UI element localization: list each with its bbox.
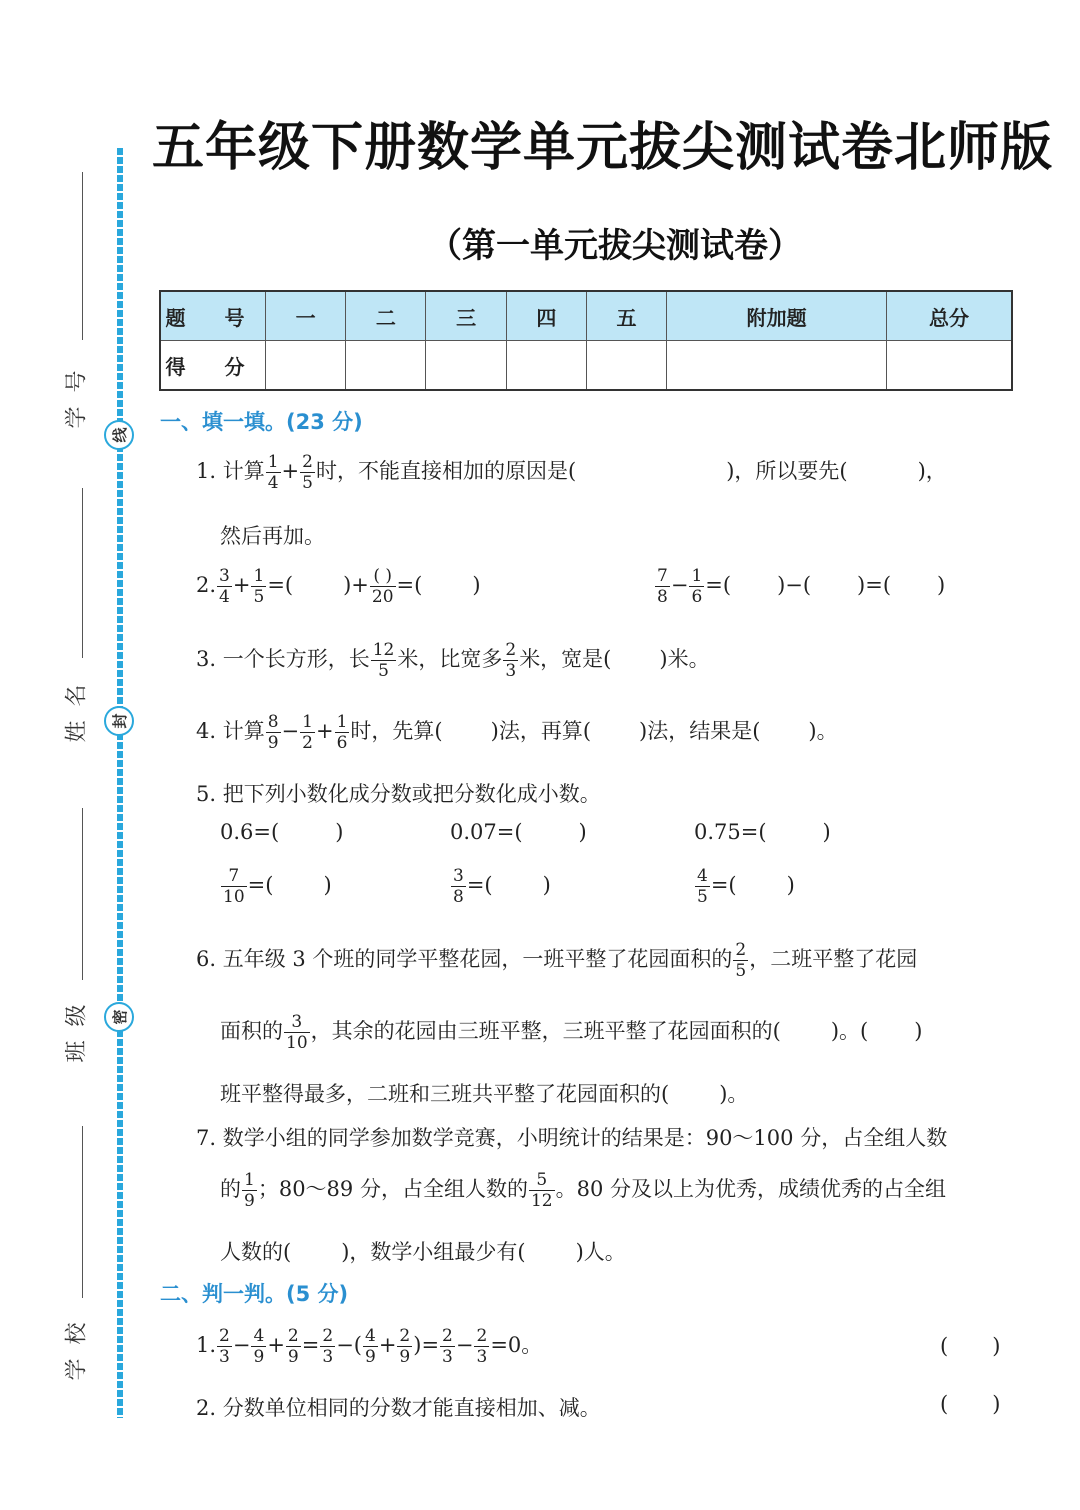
q-text: 0.6=( (220, 820, 280, 844)
header-cell: 总分 (887, 291, 1013, 341)
q-text: ) (992, 1392, 1001, 1416)
numerator: 7 (657, 566, 668, 586)
denominator: 3 (505, 661, 517, 681)
q-text: )= (413, 1333, 440, 1357)
numerator: 2 (505, 640, 517, 660)
denominator: 5 (302, 473, 313, 493)
fraction (474, 1326, 489, 1367)
q-text: ) (786, 873, 795, 897)
q-text: =( (705, 573, 732, 597)
numerator: 4 (697, 866, 708, 886)
question-1-3 (196, 640, 710, 681)
fraction (221, 866, 247, 907)
question-1-2a (196, 566, 481, 607)
q-text: =( (267, 573, 294, 597)
fraction (266, 452, 281, 493)
q-text: 面积的 (220, 1019, 283, 1043)
numerator: 2 (476, 1326, 488, 1346)
denominator: 5 (253, 587, 265, 607)
score-cell[interactable] (426, 341, 506, 391)
q-text: )−( (777, 573, 812, 597)
q-text: )法，结果是( (639, 719, 761, 743)
q-text: 1. (196, 1333, 217, 1357)
q-text: )。 (719, 1082, 749, 1106)
page-title: 五年级下册数学单元拔尖测试卷北师版 (152, 118, 1054, 178)
fraction (363, 1326, 378, 1367)
q5-item-4 (220, 866, 332, 907)
q-text: ) (822, 820, 831, 844)
fraction (371, 640, 397, 681)
numerator: 3 (453, 866, 464, 886)
fraction (397, 1326, 412, 1367)
denominator: 3 (322, 1347, 334, 1367)
denominator: 3 (219, 1347, 230, 1367)
header-cell: 一 (266, 291, 346, 341)
fraction (689, 566, 704, 607)
denominator: 2 (302, 733, 313, 753)
question-1-5: 5. 把下列小数化成分数或把分数化成小数。 (196, 782, 601, 806)
numerator: 2 (399, 1326, 411, 1346)
q-text: − (455, 1333, 474, 1357)
fraction (335, 712, 350, 753)
denominator: 10 (286, 1033, 308, 1053)
denominator: 20 (371, 587, 394, 607)
question-1-2b (654, 566, 945, 607)
question-1-6-line3 (220, 1078, 748, 1108)
fraction (251, 566, 266, 607)
header-cell: 附加题 (667, 291, 887, 341)
q5-item-6 (694, 866, 795, 907)
fraction (217, 566, 232, 607)
score-cell[interactable] (667, 341, 887, 391)
numerator: 1 (691, 566, 703, 586)
binding-mark-feng: 封 (104, 706, 134, 736)
q-text: )，所以要先( (726, 459, 848, 483)
q-text: ) (542, 873, 551, 897)
q-text: − (670, 573, 689, 597)
fraction (284, 1012, 310, 1053)
numerator: 7 (221, 866, 247, 887)
numerator: 5 (529, 1170, 555, 1191)
q-text: 1. 计算 (196, 459, 265, 483)
fraction (242, 1170, 257, 1211)
score-cell[interactable] (346, 341, 426, 391)
fraction (733, 940, 748, 981)
denominator: 3 (476, 1347, 488, 1367)
q-text: − (232, 1333, 251, 1357)
fraction (503, 640, 518, 681)
q-text: )。( (830, 1019, 869, 1043)
denominator: 9 (364, 1347, 376, 1367)
q5-item-2 (450, 820, 587, 844)
q-text: 0.07=( (450, 820, 523, 844)
numerator: 2 (287, 1326, 299, 1346)
student-id-label: 学号 (64, 356, 90, 429)
fraction (300, 452, 315, 493)
numerator: 4 (253, 1326, 265, 1346)
header-cell: 四 (506, 291, 586, 341)
numerator: 2 (442, 1326, 453, 1346)
q-text: 时，不能直接相加的原因是( (315, 459, 577, 483)
denominator: 4 (219, 587, 230, 607)
denominator: 9 (244, 1191, 255, 1211)
fraction (451, 866, 466, 907)
fraction (370, 566, 396, 607)
fraction (529, 1170, 555, 1211)
score-row-label: 得 分 (160, 341, 266, 391)
q-text: 米，宽是( (519, 647, 612, 671)
score-table-header-row (160, 291, 1012, 341)
q-text: )+ (343, 573, 369, 597)
question-1-7: 7. 数学小组的同学参加数学竞赛，小明统计的结果是：90～100 分，占全组人数 (196, 1126, 948, 1150)
q-text: ) (323, 873, 332, 897)
numerator: 2 (219, 1326, 230, 1346)
q5-item-5 (450, 866, 551, 907)
numerator: 1 (267, 452, 279, 472)
denominator: 5 (735, 961, 747, 981)
numerator: 2 (322, 1326, 334, 1346)
q-text: + (315, 719, 334, 743)
header-cell: 五 (586, 291, 666, 341)
numerator: 1 (336, 712, 348, 732)
judge-box-1[interactable] (940, 1334, 1000, 1358)
question-1-4 (196, 712, 838, 753)
question-1-6 (196, 940, 917, 981)
binding-mark-mi: 密 (104, 1002, 134, 1032)
numerator: 2 (735, 940, 747, 960)
q-text: ) (472, 573, 481, 597)
fraction (217, 1326, 232, 1367)
class-line[interactable] (82, 808, 83, 980)
q-text: )=( (857, 573, 892, 597)
question-1-1-cont: 然后再加。 (220, 524, 325, 548)
class-label: 班级 (64, 990, 90, 1063)
denominator: 5 (697, 887, 708, 907)
q-text: ( (940, 1392, 949, 1416)
denominator: 8 (657, 587, 668, 607)
denominator: 10 (223, 887, 245, 907)
q-text: )人。 (575, 1240, 626, 1264)
q-text: 6. 五年级 3 个班的同学平整花园，一班平整了花园面积的 (196, 947, 733, 971)
question-2-1 (196, 1326, 542, 1367)
q-text: )。 (808, 719, 838, 743)
question-1-7-line2 (220, 1170, 946, 1211)
q-text: )，数学小组最少有( (341, 1240, 526, 1264)
numerator: 8 (267, 712, 279, 732)
denominator: 9 (267, 733, 279, 753)
q-text: 4. 计算 (196, 719, 265, 743)
student-id-line[interactable] (82, 172, 83, 340)
fraction (320, 1326, 335, 1367)
score-cell[interactable] (887, 341, 1013, 391)
q-text: 时，先算( (350, 719, 443, 743)
header-cell: 题 号 (160, 291, 266, 341)
header-cell: 三 (426, 291, 506, 341)
q-text: =0。 (490, 1333, 543, 1357)
q-text: = (301, 1333, 320, 1357)
fraction (251, 1326, 266, 1367)
section-2-title: 二、判一判。(5 分) (160, 1282, 349, 1306)
name-line[interactable] (82, 488, 83, 658)
q-text: + (281, 459, 300, 483)
q-text: ，其余的花园由三班平整，三班平整了花园面积的( (310, 1019, 781, 1043)
denominator: 3 (442, 1347, 453, 1367)
q-text: 米，比宽多 (397, 647, 503, 671)
numerator: 1 (253, 566, 265, 586)
q-text: =( (396, 573, 423, 597)
q-text: )法，再算( (490, 719, 592, 743)
numerator: 1 (302, 712, 313, 732)
numerator: 3 (219, 566, 230, 586)
q-text: + (232, 573, 251, 597)
q-text: 人数的( (220, 1240, 292, 1264)
question-1-1 (196, 452, 947, 493)
name-label: 姓名 (64, 670, 90, 743)
fraction (300, 712, 315, 753)
q-text: =( (247, 873, 274, 897)
page-subtitle: （第一单元拔尖测试卷） (428, 226, 802, 266)
binding-mark-xian: 线 (104, 420, 134, 450)
q-text: 班平整得最多，二班和三班共平整了花园面积的( (220, 1082, 670, 1106)
denominator: 6 (691, 587, 703, 607)
fraction (266, 712, 281, 753)
denominator: 9 (287, 1347, 299, 1367)
q-text: ) (937, 573, 946, 597)
denominator: 9 (399, 1347, 411, 1367)
fraction (440, 1326, 455, 1367)
binding-dotted-line (117, 148, 123, 1418)
score-cell[interactable] (506, 341, 586, 391)
q-text: =( (466, 873, 493, 897)
q5-item-3 (694, 820, 831, 844)
q-text: )， (917, 459, 947, 483)
q-text: 3. 一个长方形，长 (196, 647, 370, 671)
fraction (286, 1326, 301, 1367)
q-text: ( (940, 1334, 949, 1358)
numerator: 3 (284, 1012, 310, 1033)
question-2-2: 2. 分数单位相同的分数才能直接相加、减。 (196, 1396, 601, 1420)
q5-item-1 (220, 820, 343, 844)
numerator[interactable]: ( ) (370, 566, 396, 587)
score-table (159, 290, 1013, 391)
question-1-6-line2 (220, 1012, 922, 1053)
fraction (655, 566, 670, 607)
denominator: 6 (336, 733, 348, 753)
section-1-title: 一、填一填。(23 分) (160, 410, 363, 434)
fraction (695, 866, 710, 907)
score-cell[interactable] (586, 341, 666, 391)
denominator: 8 (453, 887, 464, 907)
q-text: −( (336, 1333, 362, 1357)
q-text: − (281, 719, 300, 743)
q-text: 0.75=( (694, 820, 767, 844)
q-text: =( (710, 873, 737, 897)
q-text: ) (914, 1019, 923, 1043)
q-text: 。80 分及以上为优秀，成绩优秀的占全组 (555, 1177, 946, 1201)
denominator: 4 (267, 473, 279, 493)
judge-box-2[interactable] (940, 1392, 1000, 1416)
q-text: ；80～89 分，占全组人数的 (257, 1177, 528, 1201)
numerator: 4 (364, 1326, 376, 1346)
denominator: 5 (378, 661, 389, 681)
q-text: + (267, 1333, 285, 1357)
q-text: ，二班平整了花园 (749, 947, 918, 971)
q-text: 的 (220, 1177, 241, 1201)
school-line[interactable] (82, 1126, 83, 1298)
numerator: 1 (244, 1170, 255, 1190)
q-text: ) (992, 1334, 1001, 1358)
header-cell: 二 (346, 291, 426, 341)
school-label: 学校 (64, 1308, 90, 1381)
numerator: 12 (372, 640, 395, 660)
q-text: + (378, 1333, 397, 1357)
score-table-score-row (160, 341, 1012, 391)
denominator: 9 (253, 1347, 265, 1367)
q-text: ) (335, 820, 344, 844)
q-text: 2. (196, 573, 217, 597)
numerator: 2 (302, 452, 313, 472)
denominator: 12 (530, 1191, 553, 1211)
question-1-7-line3 (220, 1236, 626, 1266)
q-text: ) (578, 820, 587, 844)
score-cell[interactable] (266, 341, 346, 391)
q-text: )米。 (659, 647, 710, 671)
